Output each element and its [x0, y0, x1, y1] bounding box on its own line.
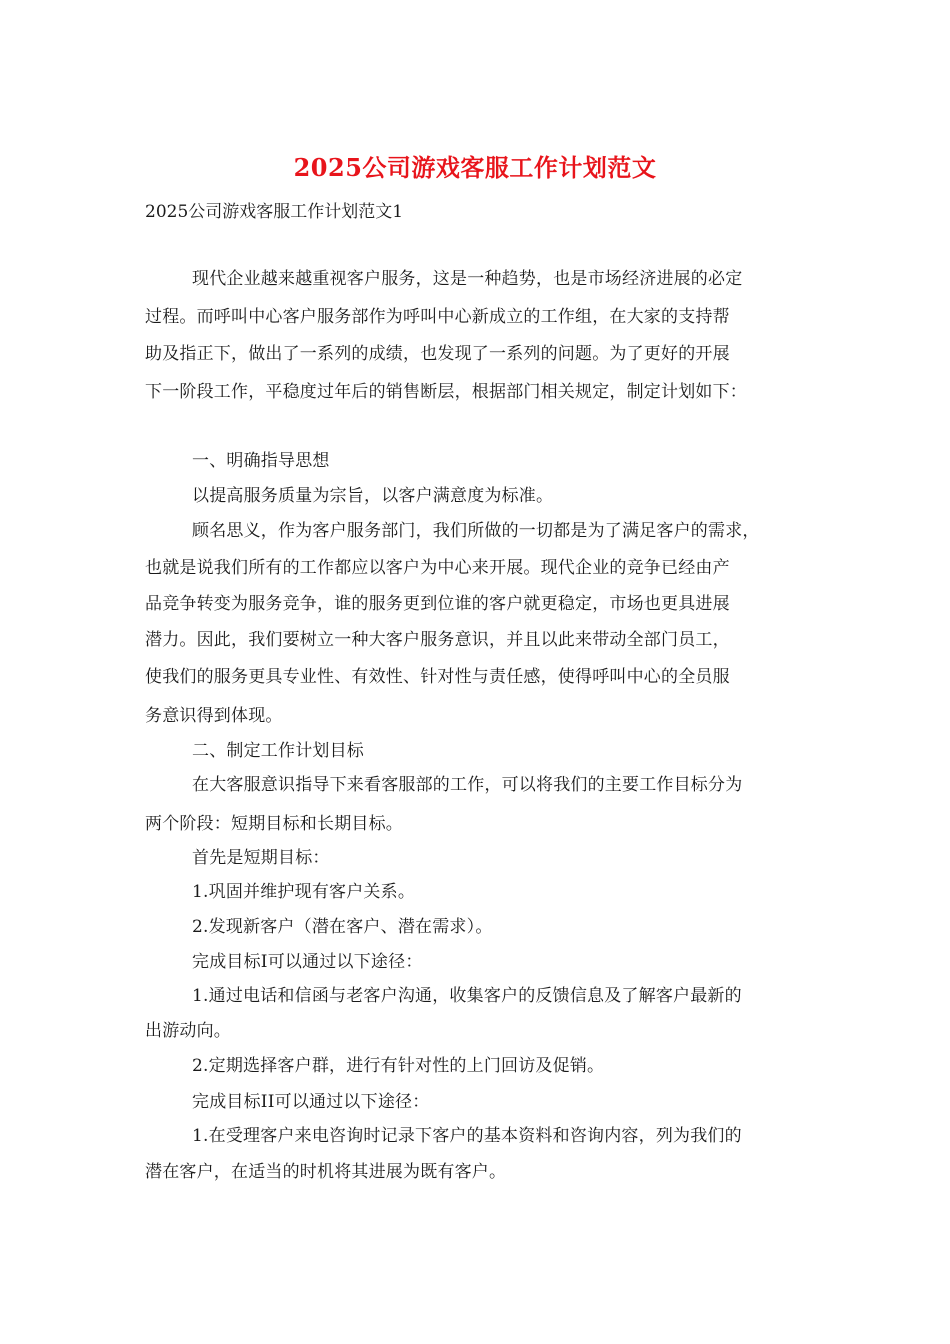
paragraph-line: 在大客服意识指导下来看客服部的工作，可以将我们的主要工作目标分为	[192, 775, 743, 795]
section-heading: 一、明确指导思想	[192, 451, 330, 471]
paragraph-line: 完成目标II可以通过以下途径：	[192, 1092, 430, 1112]
document-subtitle: 2025公司游戏客服工作计划范文1	[145, 202, 404, 222]
paragraph-line: 两个阶段：短期目标和长期目标。	[145, 814, 403, 834]
paragraph-line: 出游动向。	[145, 1021, 231, 1041]
list-item: 1.巩固并维护现有客户关系。	[192, 882, 416, 902]
paragraph-line: 助及指正下，做出了一系列的成绩，也发现了一系列的问题。为了更好的开展	[145, 344, 730, 364]
paragraph-line: 务意识得到体现。	[145, 706, 283, 726]
paragraph-line: 完成目标I可以通过以下途径：	[192, 952, 423, 972]
paragraph-line: 首先是短期目标：	[192, 848, 330, 868]
paragraph-line: 品竞争转变为服务竞争，谁的服务更到位谁的客户就更稳定，市场也更具进展	[145, 594, 730, 614]
paragraph-line: 下一阶段工作，平稳度过年后的销售断层，根据部门相关规定，制定计划如下：	[145, 382, 747, 402]
paragraph-line: 顾名思义，作为客户服务部门，我们所做的一切都是为了满足客户的需求，	[192, 521, 760, 541]
paragraph-line: 潜在客户，在适当的时机将其进展为既有客户。	[145, 1162, 507, 1182]
section-heading: 二、制定工作计划目标	[192, 741, 364, 761]
paragraph-line: 过程。而呼叫中心客户服务部作为呼叫中心新成立的工作组，在大家的支持帮	[145, 307, 730, 327]
paragraph-line: 也就是说我们所有的工作都应以客户为中心来开展。现代企业的竞争已经由产	[145, 558, 730, 578]
list-item: 2.定期选择客户群，进行有针对性的上门回访及促销。	[192, 1056, 605, 1076]
list-item: 1.在受理客户来电咨询时记录下客户的基本资料和咨询内容，列为我们的	[192, 1126, 742, 1146]
list-item: 1.通过电话和信函与老客户沟通，收集客户的反馈信息及了解客户最新的	[192, 986, 742, 1006]
paragraph-line: 使我们的服务更具专业性、有效性、针对性与责任感，使得呼叫中心的全员服	[145, 667, 730, 687]
paragraph-line: 潜力。因此，我们要树立一种大客户服务意识，并且以此来带动全部门员工，	[145, 630, 730, 650]
list-item: 2.发现新客户（潜在客户、潜在需求）。	[192, 917, 493, 937]
paragraph-line: 以提高服务质量为宗旨，以客户满意度为标准。	[192, 486, 554, 506]
paragraph-line: 现代企业越来越重视客户服务，这是一种趋势，也是市场经济进展的必定	[192, 269, 743, 289]
document-title: 2025公司游戏客服工作计划范文	[293, 153, 657, 182]
